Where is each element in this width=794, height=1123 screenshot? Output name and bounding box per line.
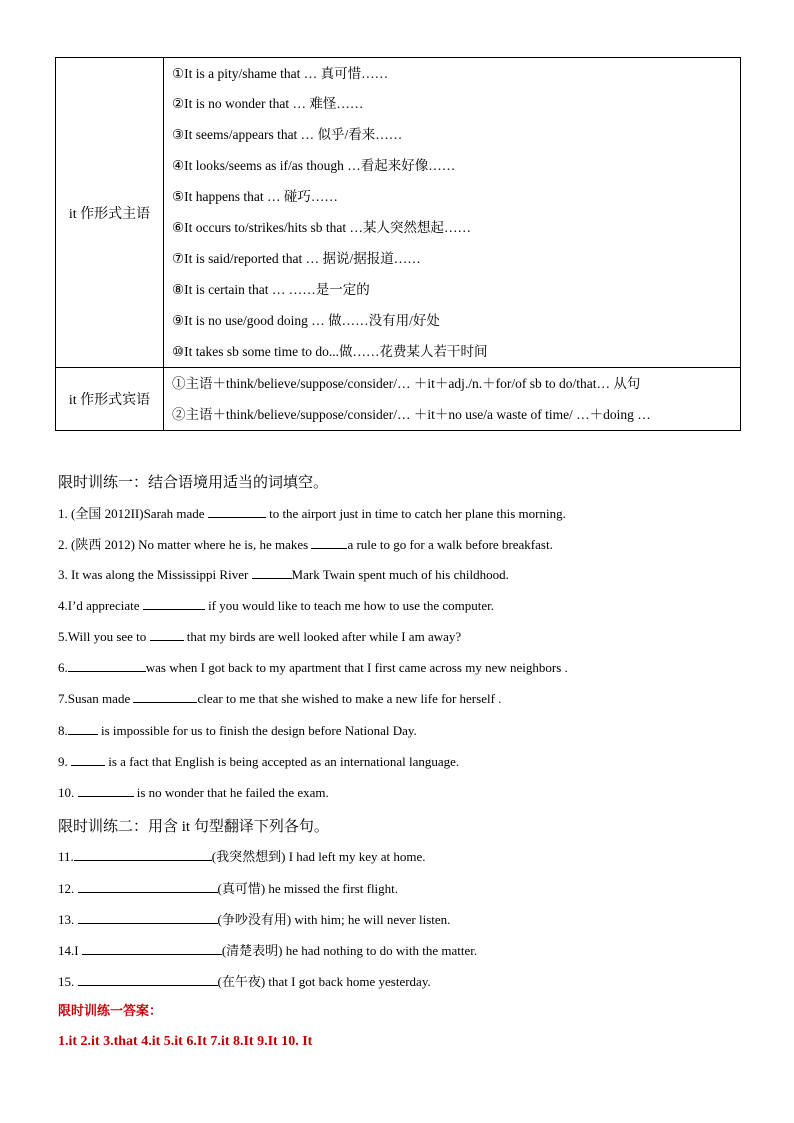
pattern-line: ①主语＋think/believe/suppose/consider/… ＋it＋adj./n.＋for/of sb to do/that… 从句 — [172, 376, 641, 391]
exercise-item: 13. (争吵没有用) with him; he will never listen. — [58, 912, 451, 927]
pattern-line: ⑧It is certain that … ……是一定的 — [172, 282, 370, 297]
answers-heading: 限时训练一答案： — [58, 1003, 163, 1018]
answers-text: 1.it 2.it 3.that 4.it 5.it 6.It 7.it 8.It 9.It 10. It — [58, 1034, 313, 1049]
answer-blank[interactable] — [133, 690, 197, 703]
exercise-item: 5.Will you see to that my birds are well looked after while I am away? — [58, 629, 462, 644]
section2-heading: 限时训练二：用含 it 句型翻译下列各句。 — [58, 819, 329, 835]
exercise-item: 1. (全国 2012II)Sarah made to the airport just in time to catch her plane this morning. — [58, 506, 566, 521]
answer-blank[interactable] — [150, 628, 184, 641]
pattern-line: ⑥It occurs to/strikes/hits sb that …某人突然想起…… — [172, 220, 471, 235]
pattern-line: ⑨It is no use/good doing … 做……没有用/好处 — [172, 313, 440, 328]
answer-blank[interactable] — [311, 536, 347, 549]
pattern-line: ②主语＋think/believe/suppose/consider/… ＋it＋no use/a waste of time/ …＋doing … — [172, 407, 651, 422]
exercise-item: 4.I’d appreciate if you would like to teach me how to use the computer. — [58, 598, 494, 613]
row-content-formal-object — [164, 368, 741, 431]
row-content-formal-subject — [164, 58, 741, 368]
exercise-item: 15. (在午夜) that I got back home yesterday. — [58, 974, 431, 989]
table-row-formal-subject — [56, 58, 741, 368]
pattern-line: ④It looks/seems as if/as though …看起来好像…… — [172, 158, 456, 173]
row-label-formal-object: it 作形式宾语 — [56, 368, 164, 431]
answer-blank[interactable] — [74, 848, 212, 861]
exercise-item: 11. (我突然想到) I had left my key at home. — [58, 849, 426, 864]
answer-blank[interactable] — [252, 566, 292, 579]
grammar-table — [55, 57, 741, 431]
section1-heading: 限时训练一：结合语境用适当的词填空。 — [58, 475, 329, 491]
exercise-item: 8. is impossible for us to finish the design before National Day. — [58, 723, 417, 738]
exercise-item: 7.Susan made clear to me that she wished to make a new life for herself . — [58, 691, 502, 706]
exercise-item: 12. (真可惜) he missed the first flight. — [58, 881, 399, 896]
answer-blank[interactable] — [78, 880, 218, 893]
pattern-line: ②It is no wonder that … 难怪…… — [172, 96, 364, 111]
answer-blank[interactable] — [68, 722, 98, 735]
answer-blank[interactable] — [78, 973, 218, 986]
pattern-line: ⑤It happens that … 碰巧…… — [172, 189, 338, 204]
answer-blank[interactable] — [68, 659, 146, 672]
pattern-line: ①It is a pity/shame that … 真可惜…… — [172, 66, 389, 81]
answer-blank[interactable] — [208, 505, 266, 518]
answer-blank[interactable] — [78, 911, 218, 924]
table-row-formal-object — [56, 368, 741, 431]
answer-blank[interactable] — [82, 942, 222, 955]
pattern-line: ⑩It takes sb some time to do...做……花费某人若干时间 — [172, 344, 488, 359]
answer-blank[interactable] — [71, 753, 105, 766]
exercise-item: 14.I (清楚表明) he had nothing to do with the matter. — [58, 943, 478, 958]
exercise-item: 3. It was along the Mississippi River Mark Twain spent much of his childhood. — [58, 567, 509, 582]
exercise-item: 10. is no wonder that he failed the exam. — [58, 785, 329, 800]
exercise-item: 2. (陕西 2012) No matter where he is, he makes a rule to go for a walk before breakfast. — [58, 537, 553, 552]
exercise-item: 6. was when I got back to my apartment that I first came across my new neighbors . — [58, 660, 568, 675]
row-label-formal-subject: it 作形式主语 — [56, 58, 164, 368]
exercise-item: 9. is a fact that English is being accepted as an international language. — [58, 754, 460, 769]
answer-blank[interactable] — [143, 597, 205, 610]
pattern-line: ③It seems/appears that … 似乎/看来…… — [172, 127, 403, 142]
pattern-line: ⑦It is said/reported that … 据说/据报道…… — [172, 251, 421, 266]
answer-blank[interactable] — [78, 784, 134, 797]
